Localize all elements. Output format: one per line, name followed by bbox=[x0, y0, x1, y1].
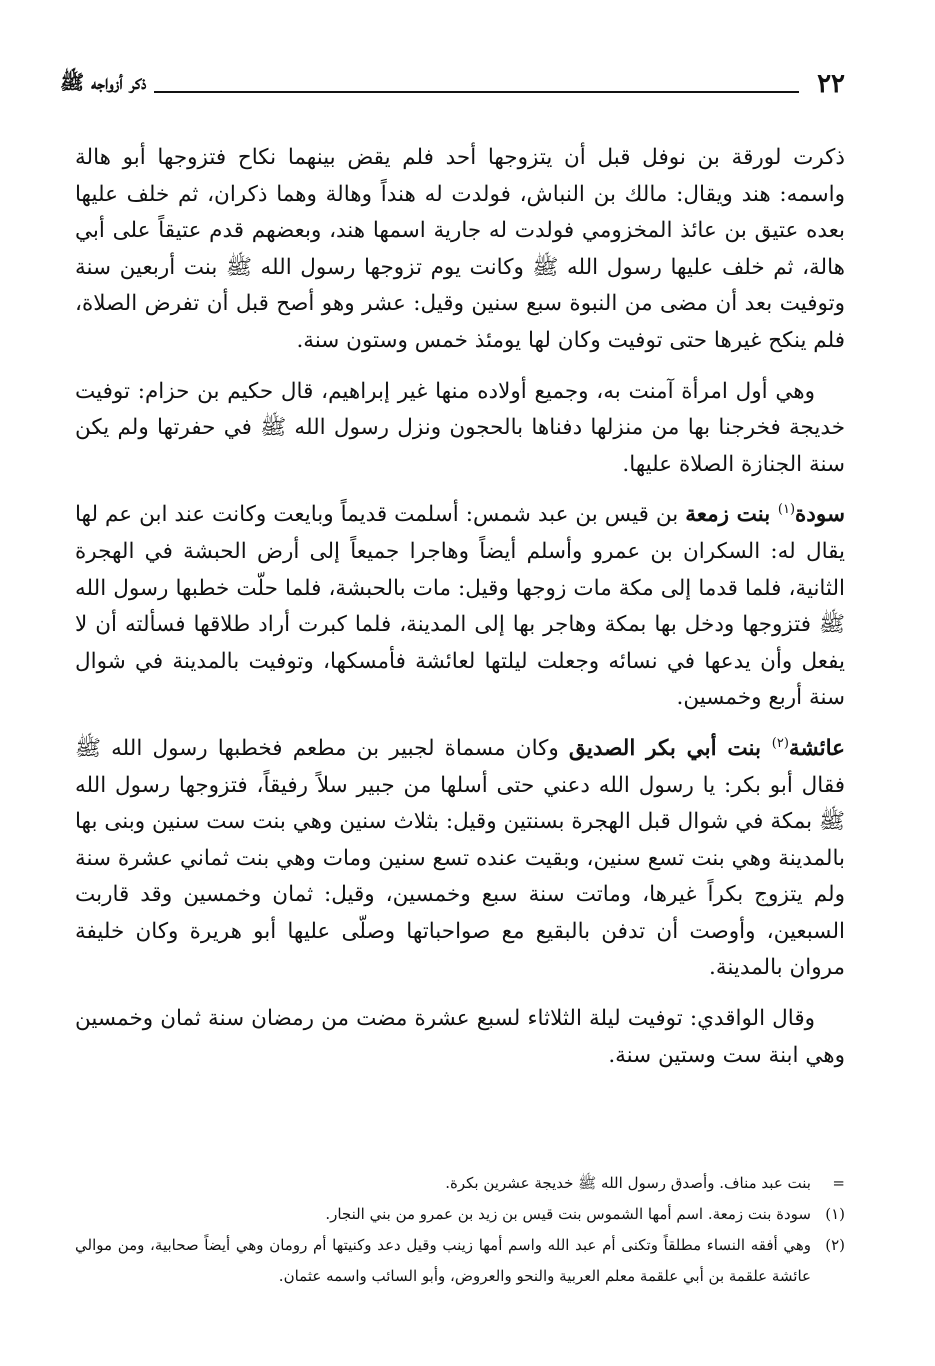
footnote-number: = bbox=[832, 1174, 845, 1192]
footnote-2 bbox=[75, 1230, 845, 1292]
paragraph-aisha bbox=[75, 731, 845, 987]
entry-name: سودة bbox=[795, 502, 845, 528]
footnote-text: وهي أفقه النساء مطلقاً وتكنى أم عبد الله واسم أمها زينب وقيل دعد وكنيتها أم رومان وهي أيضاً صحابية، ومن موالي عائشة علقمة بن أبي علقمة معلم العربية والنحو والعروض، وأبو السائب واسمه عثمان. bbox=[75, 1236, 811, 1285]
paragraph-waqidi bbox=[75, 1001, 845, 1074]
main-text bbox=[75, 140, 845, 1088]
footnote-1 bbox=[75, 1199, 845, 1230]
running-title: ذكر أزواجه ﷺ bbox=[60, 69, 147, 94]
paragraph-text: بن قيس بن عبد شمس: أسلمت قديماً وبايعت وكانت عند ابن عم لها يقال له: السكران بن عمرو وأسلم أيضاً وهاجرا جميعاً إلى أرض الحبشة في الهجرة الثانية، فلما قدما إلى مكة مات زوجها وقيل: مات بالحبشة، فلما حلّت خطبها رسول الله ﷺ فتزوجها ودخل بها بمكة وهاجر بها إلى المدينة، فلما كبرت أراد طلاقها فسألته أن لا يفعل وأن يدعها في نسائه وجعلت ليلتها لعائشة فأمسكها، وتوفيت بالمدينة في شوال سنة أربع وخمسين. bbox=[75, 502, 845, 711]
footnote-reference[interactable]: (١) bbox=[777, 502, 796, 518]
footnote-text: سودة بنت زمعة. اسم أمها الشموس بنت قيس بن زيد بن عمرو من بني النجار. bbox=[325, 1205, 811, 1223]
footnote-text: بنت عبد مناف. وأصدق رسول الله ﷺ خديجة عشرين بكرة. bbox=[445, 1174, 811, 1192]
page-header bbox=[60, 66, 845, 102]
entry-name: عائشة bbox=[788, 735, 845, 761]
footnote-number: (١) bbox=[825, 1205, 845, 1223]
entry-lineage: بنت أبي بكر الصديق bbox=[568, 735, 772, 761]
paragraph-text: وهي أول امرأة آمنت به، وجميع أولاده منها غير إبراهيم، قال حكيم بن حزام: توفيت خديجة فخرجنا بها من منزلها دفناها بالحجون ونزل رسول الله ﷺ في حفرتها ولم يكن سنة الجنازة الصلاة عليها. bbox=[75, 378, 845, 477]
entry-lineage: بنت زمعة bbox=[685, 502, 778, 528]
paragraph-sawda bbox=[75, 497, 845, 717]
paragraph-text: ذكرت لورقة بن نوفل قبل أن يتزوجها أحد فلم يقض بينهما نكاح فتزوجها أبو هالة واسمه: هند ويقال: مالك بن النباش، فولدت له هنداً وهالة وهما ذكران، ثم خلف عليها بعده عتيق بن عائذ المخزومي فولدت له جارية اسمها هند، وبعضهم قدم عتيقاً على أبي هالة، ثم خلف عليها رسول الله ﷺ وكانت يوم تزوجها رسول الله ﷺ بنت أربعين سنة وتوفيت بعد أن مضى من النبوة سبع سنين وقيل: عشر وهو أصح قبل أن تفرض الصلاة، فلم ينكح غيرها حتى توفيت وكان لها يومئذ خمس وستون سنة. bbox=[75, 145, 845, 353]
footnote-reference[interactable]: (٢) bbox=[771, 735, 789, 751]
paragraph-khadija bbox=[75, 140, 845, 360]
footnotes bbox=[75, 1168, 845, 1292]
page-number: ٢٢ bbox=[817, 69, 845, 99]
header-rule bbox=[154, 91, 799, 93]
footnote-number: (٢) bbox=[825, 1236, 845, 1254]
paragraph-text: وكان مسماة لجبير بن مطعم فخطبها رسول الله ﷺ فقال أبو بكر: يا رسول الله دعني حتى أسلها من جبير سلاً رفيقاً، فتزوجها رسول الله ﷺ بمكة في شوال قبل الهجرة بسنتين وقيل: بثلاث سنين وهي بنت ست سنين وبنى بها بالمدينة وهي بنت تسع سنين، وبقيت عنده تسع سنين ومات وهي بنت ثماني عشرة سنة ولم يتزوج بكراً غيرها، وماتت سنة سبع وخمسين، وقيل: ثمان وخمسين وقد قاربت السبعين، وأوصت أن تدفن بالبقيع مع صواحباتها وصلّى عليها أبو هريرة وكان خليفة مروان بالمدينة. bbox=[75, 735, 845, 981]
footnote-continuation bbox=[75, 1168, 845, 1199]
paragraph-first-believer bbox=[75, 374, 845, 484]
paragraph-text: وقال الواقدي: توفيت ليلة الثلاثاء لسبع عشرة مضت من رمضان سنة ثمان وخمسين وهي ابنة ست وستين سنة. bbox=[75, 1006, 845, 1068]
